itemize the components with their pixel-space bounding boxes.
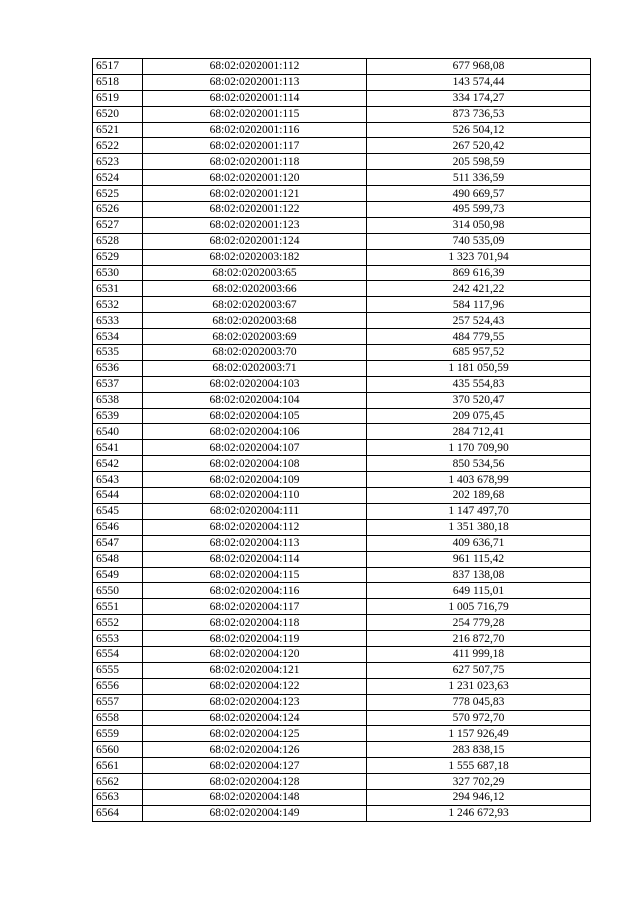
cadastral-number: 68:02:0202003:71: [143, 360, 367, 376]
row-number: 6555: [93, 662, 143, 678]
cadastral-value: 869 616,39: [367, 265, 591, 281]
row-number: 6536: [93, 360, 143, 376]
cadastral-value: 649 115,01: [367, 583, 591, 599]
cadastral-value: 409 636,71: [367, 535, 591, 551]
cadastral-value: 495 599,73: [367, 202, 591, 218]
cadastral-value: 1 323 701,94: [367, 249, 591, 265]
cadastral-value: 1 231 023,63: [367, 678, 591, 694]
row-number: 6539: [93, 408, 143, 424]
table-row: [93, 440, 591, 456]
table-row: [93, 551, 591, 567]
cadastral-number: 68:02:0202004:126: [143, 742, 367, 758]
row-number: 6552: [93, 615, 143, 631]
row-number: 6564: [93, 805, 143, 821]
cadastral-number: 68:02:0202004:113: [143, 535, 367, 551]
cadastral-number: 68:02:0202004:149: [143, 805, 367, 821]
table-row: [93, 583, 591, 599]
table-row: [93, 726, 591, 742]
cadastral-value: 1 181 050,59: [367, 360, 591, 376]
cadastral-value: 283 838,15: [367, 742, 591, 758]
cadastral-value: 314 050,98: [367, 217, 591, 233]
table-row: [93, 789, 591, 805]
row-number: 6543: [93, 472, 143, 488]
row-number: 6558: [93, 710, 143, 726]
cadastral-number: 68:02:0202003:65: [143, 265, 367, 281]
table-row: [93, 678, 591, 694]
table-row: [93, 345, 591, 361]
cadastral-number: 68:02:0202003:70: [143, 345, 367, 361]
row-number: 6530: [93, 265, 143, 281]
cadastral-number: 68:02:0202001:114: [143, 90, 367, 106]
cadastral-number: 68:02:0202004:116: [143, 583, 367, 599]
table-row: [93, 456, 591, 472]
table-row: [93, 472, 591, 488]
cadastral-value: 850 534,56: [367, 456, 591, 472]
cadastral-value: 143 574,44: [367, 74, 591, 90]
cadastral-value: 627 507,75: [367, 662, 591, 678]
cadastral-number: 68:02:0202003:66: [143, 281, 367, 297]
row-number: 6525: [93, 186, 143, 202]
row-number: 6534: [93, 329, 143, 345]
table-row: [93, 488, 591, 504]
cadastral-number: 68:02:0202001:117: [143, 138, 367, 154]
cadastral-value: 873 736,53: [367, 106, 591, 122]
cadastral-value: 257 524,43: [367, 313, 591, 329]
table-row: [93, 805, 591, 821]
table-row: [93, 59, 591, 75]
cadastral-value: 584 117,96: [367, 297, 591, 313]
row-number: 6542: [93, 456, 143, 472]
cadastral-value: 242 421,22: [367, 281, 591, 297]
row-number: 6538: [93, 392, 143, 408]
cadastral-value: 1 555 687,18: [367, 758, 591, 774]
cadastral-number: 68:02:0202004:109: [143, 472, 367, 488]
cadastral-number: 68:02:0202001:123: [143, 217, 367, 233]
row-number: 6528: [93, 233, 143, 249]
row-number: 6557: [93, 694, 143, 710]
cadastral-value: 267 520,42: [367, 138, 591, 154]
table-row: [93, 758, 591, 774]
cadastral-number: 68:02:0202003:69: [143, 329, 367, 345]
row-number: 6523: [93, 154, 143, 170]
cadastral-value: 202 189,68: [367, 488, 591, 504]
table-row: [93, 392, 591, 408]
table-row: [93, 662, 591, 678]
cadastral-value: 570 972,70: [367, 710, 591, 726]
cadastral-number: 68:02:0202004:107: [143, 440, 367, 456]
row-number: 6519: [93, 90, 143, 106]
table-row: [93, 281, 591, 297]
row-number: 6563: [93, 789, 143, 805]
cadastral-value: 327 702,29: [367, 774, 591, 790]
table-row: [93, 631, 591, 647]
row-number: 6547: [93, 535, 143, 551]
table-row: [93, 74, 591, 90]
row-number: 6560: [93, 742, 143, 758]
cadastral-number: 68:02:0202001:118: [143, 154, 367, 170]
cadastral-value: 294 946,12: [367, 789, 591, 805]
table-row: [93, 360, 591, 376]
row-number: 6518: [93, 74, 143, 90]
cadastral-number: 68:02:0202003:68: [143, 313, 367, 329]
table-row: [93, 774, 591, 790]
table-row: [93, 249, 591, 265]
table-row: [93, 408, 591, 424]
row-number: 6553: [93, 631, 143, 647]
cadastral-number: 68:02:0202003:67: [143, 297, 367, 313]
table-row: [93, 106, 591, 122]
table-row: [93, 297, 591, 313]
cadastral-number: 68:02:0202004:119: [143, 631, 367, 647]
table-row: [93, 742, 591, 758]
row-number: 6549: [93, 567, 143, 583]
cadastral-number: 68:02:0202004:110: [143, 488, 367, 504]
table-row: [93, 503, 591, 519]
row-number: 6532: [93, 297, 143, 313]
cadastral-value: 526 504,12: [367, 122, 591, 138]
cadastral-value: 205 598,59: [367, 154, 591, 170]
table-row: [93, 376, 591, 392]
table-row: [93, 567, 591, 583]
table-row: [93, 646, 591, 662]
cadastral-value: 334 174,27: [367, 90, 591, 106]
table-row: [93, 202, 591, 218]
cadastral-value: 961 115,42: [367, 551, 591, 567]
row-number: 6533: [93, 313, 143, 329]
row-number: 6546: [93, 519, 143, 535]
cadastral-number: 68:02:0202004:123: [143, 694, 367, 710]
cadastral-number: 68:02:0202004:128: [143, 774, 367, 790]
table-row: [93, 186, 591, 202]
table-row: [93, 615, 591, 631]
cadastral-value: 837 138,08: [367, 567, 591, 583]
cadastral-number: 68:02:0202004:127: [143, 758, 367, 774]
cadastral-number: 68:02:0202004:104: [143, 392, 367, 408]
cadastral-number: 68:02:0202004:103: [143, 376, 367, 392]
row-number: 6554: [93, 646, 143, 662]
cadastral-number: 68:02:0202004:124: [143, 710, 367, 726]
table-body: [93, 59, 591, 822]
cadastral-value: 370 520,47: [367, 392, 591, 408]
cadastral-value: 511 336,59: [367, 170, 591, 186]
cadastral-number: 68:02:0202001:116: [143, 122, 367, 138]
table-row: [93, 154, 591, 170]
table-row: [93, 90, 591, 106]
table-row: [93, 599, 591, 615]
cadastral-number: 68:02:0202004:106: [143, 424, 367, 440]
cadastral-value: 1 157 926,49: [367, 726, 591, 742]
cadastral-number: 68:02:0202001:121: [143, 186, 367, 202]
cadastral-value: 740 535,09: [367, 233, 591, 249]
table-row: [93, 694, 591, 710]
row-number: 6541: [93, 440, 143, 456]
cadastral-value: 1 147 497,70: [367, 503, 591, 519]
row-number: 6540: [93, 424, 143, 440]
cadastral-number: 68:02:0202001:112: [143, 59, 367, 75]
table-row: [93, 535, 591, 551]
cadastral-number: 68:02:0202001:120: [143, 170, 367, 186]
row-number: 6561: [93, 758, 143, 774]
cadastral-value: 209 075,45: [367, 408, 591, 424]
row-number: 6520: [93, 106, 143, 122]
row-number: 6545: [93, 503, 143, 519]
table-row: [93, 233, 591, 249]
table-row: [93, 122, 591, 138]
cadastral-number: 68:02:0202004:125: [143, 726, 367, 742]
cadastral-number: 68:02:0202004:105: [143, 408, 367, 424]
cadastral-number: 68:02:0202004:117: [143, 599, 367, 615]
cadastral-number: 68:02:0202004:120: [143, 646, 367, 662]
cadastral-value: 435 554,83: [367, 376, 591, 392]
row-number: 6527: [93, 217, 143, 233]
table-row: [93, 170, 591, 186]
cadastral-value: 677 968,08: [367, 59, 591, 75]
row-number: 6559: [93, 726, 143, 742]
cadastral-number: 68:02:0202004:111: [143, 503, 367, 519]
row-number: 6535: [93, 345, 143, 361]
table-row: [93, 313, 591, 329]
cadastral-value: 411 999,18: [367, 646, 591, 662]
cadastral-number: 68:02:0202001:124: [143, 233, 367, 249]
row-number: 6521: [93, 122, 143, 138]
table-row: [93, 265, 591, 281]
row-number: 6524: [93, 170, 143, 186]
cadastral-value: 778 045,83: [367, 694, 591, 710]
cadastral-number: 68:02:0202003:182: [143, 249, 367, 265]
cadastral-number: 68:02:0202001:113: [143, 74, 367, 90]
cadastral-number: 68:02:0202004:114: [143, 551, 367, 567]
table-row: [93, 329, 591, 345]
table-row: [93, 138, 591, 154]
cadastral-value: 1 246 672,93: [367, 805, 591, 821]
row-number: 6544: [93, 488, 143, 504]
cadastral-number: 68:02:0202004:108: [143, 456, 367, 472]
cadastral-value: 490 669,57: [367, 186, 591, 202]
table-row: [93, 710, 591, 726]
row-number: 6556: [93, 678, 143, 694]
row-number: 6562: [93, 774, 143, 790]
table-row: [93, 217, 591, 233]
row-number: 6529: [93, 249, 143, 265]
row-number: 6548: [93, 551, 143, 567]
cadastral-value: 685 957,52: [367, 345, 591, 361]
cadastral-number: 68:02:0202004:118: [143, 615, 367, 631]
cadastral-number: 68:02:0202004:148: [143, 789, 367, 805]
table-row: [93, 424, 591, 440]
cadastral-value: 216 872,70: [367, 631, 591, 647]
cadastral-value: 284 712,41: [367, 424, 591, 440]
row-number: 6531: [93, 281, 143, 297]
row-number: 6526: [93, 202, 143, 218]
cadastral-value: 254 779,28: [367, 615, 591, 631]
row-number: 6517: [93, 59, 143, 75]
cadastral-value: 1 005 716,79: [367, 599, 591, 615]
cadastral-number: 68:02:0202004:112: [143, 519, 367, 535]
row-number: 6551: [93, 599, 143, 615]
row-number: 6522: [93, 138, 143, 154]
cadastral-value-table: [92, 58, 591, 822]
row-number: 6537: [93, 376, 143, 392]
cadastral-number: 68:02:0202001:122: [143, 202, 367, 218]
cadastral-number: 68:02:0202001:115: [143, 106, 367, 122]
cadastral-number: 68:02:0202004:122: [143, 678, 367, 694]
cadastral-value: 1 170 709,90: [367, 440, 591, 456]
row-number: 6550: [93, 583, 143, 599]
cadastral-number: 68:02:0202004:115: [143, 567, 367, 583]
cadastral-number: 68:02:0202004:121: [143, 662, 367, 678]
cadastral-value: 484 779,55: [367, 329, 591, 345]
cadastral-value: 1 403 678,99: [367, 472, 591, 488]
table-row: [93, 519, 591, 535]
cadastral-value: 1 351 380,18: [367, 519, 591, 535]
